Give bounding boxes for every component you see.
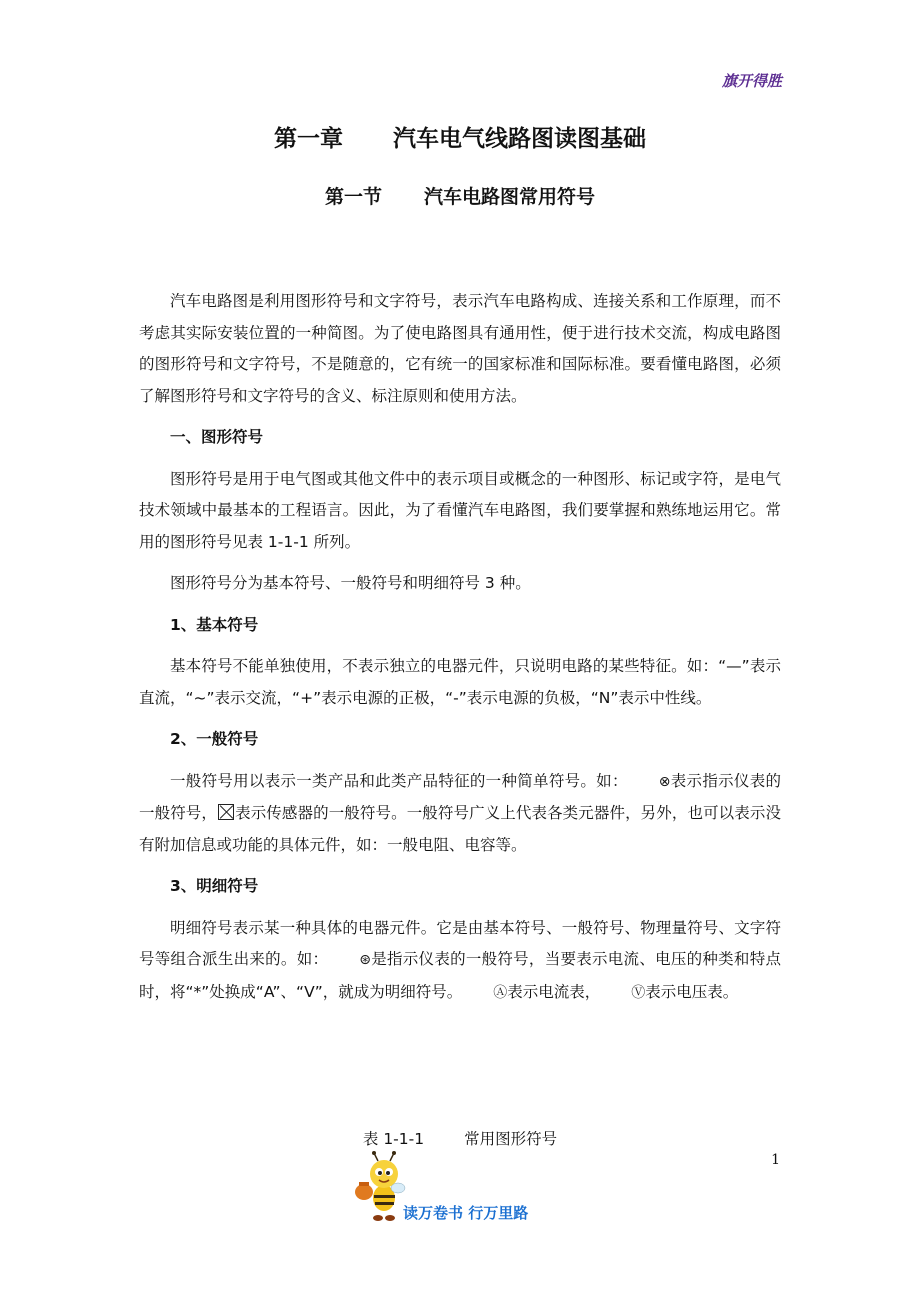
footer-slogan: 读万卷书 行万里路 — [403, 1204, 529, 1222]
header-tag: 旗开得胜 — [721, 72, 782, 90]
heading-graphic-symbols: 一、图形符号 — [170, 428, 264, 446]
heading-basic-symbols: 1、基本符号 — [170, 615, 259, 634]
paragraph-basic-symbols: 基本符号不能单独使用，不表示独立的电器元件，只说明电路的某些特征。如：“—”表示直流，“~”表示交流，“+”表示电源的正极，“-”表示电源的负极，“N”表示中性线。 — [139, 657, 781, 707]
body-content — [139, 286, 781, 1019]
page-number: 1 — [771, 1152, 780, 1168]
section-title — [0, 182, 920, 209]
chapter-label: 第一章 — [274, 126, 343, 152]
ammeter-icon: Ⓐ — [493, 984, 508, 1001]
sensor-symbol-icon — [218, 804, 234, 820]
bee-mascot-icon — [350, 1150, 410, 1222]
paragraph-graphic-symbols: 图形符号是用于电气图或其他文件中的表示项目或概念的一种图形、标记或字符，是电气技术领域中最基本的工程语言。因此，为了看懂汽车电路图，我们要掌握和熟练地运用它。常用的图形符号见表 1-1-1 所列。 — [139, 469, 781, 551]
paragraph-general-symbols: 一般符号用以表示一类产品和此类产品特征的一种简单符号。如： ⊗表示指示仪表的一般符号， 表示传感器的一般符号。一般符号广义上代表各类元器件，另外，也可以表示没有附加信息或功能的具体元件，如：一般电阻、电容等。 — [139, 766, 781, 862]
table-label: 表 1-1-1 — [362, 1130, 425, 1148]
table-title: 常用图形符号 — [464, 1130, 558, 1148]
heading-general-symbols: 2、一般符号 — [170, 730, 259, 748]
chapter-title — [0, 120, 920, 153]
meter-star-icon: ⊛ — [359, 952, 371, 968]
meter-cross-icon: ⊗ — [658, 773, 671, 790]
voltmeter-icon: Ⓥ — [631, 984, 646, 1001]
paragraph-symbol-types: 图形符号分为基本符号、一般符号和明细符号 3 种。 — [170, 574, 531, 592]
chapter-name: 汽车电气线路图读图基础 — [393, 126, 646, 152]
table-caption — [0, 1127, 920, 1149]
section-name: 汽车电路图常用符号 — [424, 186, 596, 208]
heading-detail-symbols: 3、明细符号 — [170, 877, 259, 895]
intro-paragraph: 汽车电路图是利用图形符号和文字符号，表示汽车电路构成、连接关系和工作原理，而不考虑其实际安装位置的一种简图。为了使电路图具有通用性，便于进行技术交流，构成电路图的图形符号和文字符号，不是随意的，它有统一的国家标准和国际标准。要看懂电路图，必须了解图形符号和文字符号的含义、标注原则和使用方法。 — [139, 292, 781, 405]
paragraph-detail-symbols: 明细符号表示某一种具体的电器元件。它是由基本符号、一般符号、物理量符号、文字符号等组合派生出来的。如： ⊛是指示仪表的一般符号，当要表示电流、电压的种类和特点时，将“*”处换成“A”、“V”，就成为明细符号。 Ⓐ表示电流表， Ⓥ表示电压表。 — [139, 913, 781, 1010]
section-label: 第一节 — [324, 186, 382, 208]
